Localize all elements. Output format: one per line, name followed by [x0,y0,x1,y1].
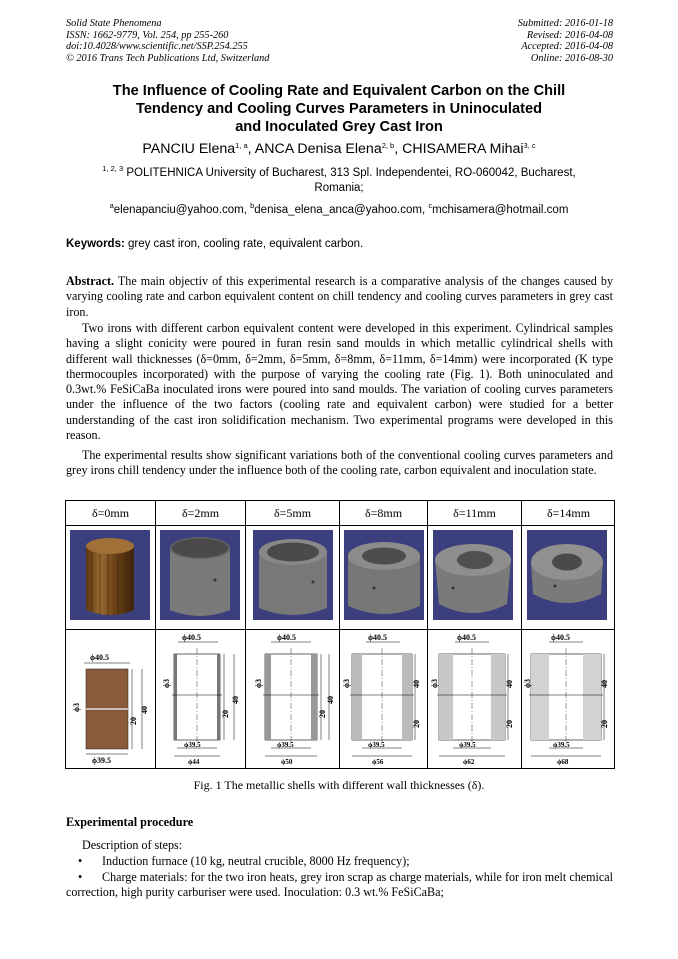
dim-outer: ϕ44 [188,758,200,766]
dim-side: ϕ3 [342,679,351,688]
abstract-text-1: The main objectiv of this experimental research is a comparative analysis of the changes caused by varying cooling rate and carbon equivalent content on chill tendency and cooling curves parameters in grey cast iron. [66,274,613,319]
dim-top: ϕ40.5 [551,633,570,642]
figure-caption: Fig. 1 The metallic shells with different wall thicknesses (δ). [193,778,485,792]
bullet-text: Induction furnace (10 kg, neutral crucible, 8000 Hz frequency); [102,854,410,868]
paper-title [62,82,616,136]
author-list: PANCIU Elena$^{1, a}$, ANCA Denisa Elena$^{2, b}$, CHISAMERA Mihai$^{3, c}$ [142,141,536,157]
dim-top: ϕ40.5 [457,633,476,642]
date-revised: Revised: 2016-04-08 [526,29,613,41]
figure-1-table [65,500,615,769]
title-line-1: The Influence of Cooling Rate and Equivalent Carbon on the Chill [112,83,566,99]
email-1[interactable]: elenapanciu@yahoo.com, [113,204,251,216]
affiliation-line-2: Romania; [314,182,364,194]
dim-outer: ϕ68 [557,758,569,766]
column-header-14mm: δ=14mm [546,506,591,520]
shell-render-14mm [527,530,607,620]
dim-side: ϕ3 [430,679,439,688]
affiliation-sup: 1, 2, 3 [102,164,124,173]
shell-render-8mm [344,530,424,620]
section-intro: Description of steps: [82,838,183,852]
bullet-mark: • [78,854,83,868]
table-row-divider [66,629,614,630]
author-1: PANCIU Elena [142,141,236,157]
email-2[interactable]: denisa_elena_anca@yahoo.com, [254,204,429,216]
date-accepted: Accepted: 2016-04-08 [521,41,613,52]
journal-issn: ISSN: 1662-9779, Vol. 254, pp 255-260 [66,29,229,41]
table-col-divider [245,501,246,768]
dim-outer: ϕ62 [463,758,475,766]
table-col-divider [521,501,522,768]
author-3: CHISAMERA Mihai [402,141,524,157]
shell-drawing-2mm [160,632,240,766]
title-line-3: and Inoculated Grey Cast Iron [235,119,443,135]
dim-outer: ϕ56 [372,758,384,766]
dim-h2: 40 [505,680,514,688]
dim-h2: 40 [600,680,609,688]
journal-name: Solid State Phenomena [66,18,162,29]
shell-render-0mm [70,530,150,620]
column-header-0mm: δ=0mm [91,506,130,520]
keywords-label: Keywords: [66,238,125,250]
dim-h1: 20 [505,720,514,728]
keywords [66,238,363,250]
dates-info [518,18,613,64]
table-col-divider [155,501,156,768]
email-sup-a: a [109,201,114,210]
dim-bottom: ϕ39.5 [553,741,570,749]
shell-drawing-14mm [523,632,609,766]
column-header-2mm: δ=2mm [181,506,220,520]
abstract-paragraph-2: Two irons with different carbon equivalent content were developed in this experiment. Cylindrical samples having a slight conicity were poured in furan resin sand moulds in which metallic cylindrical shells with different wall thicknesses (δ=0mm, δ=2mm, δ=5mm, δ=8mm, δ=11mm, δ=14mm) were incorporated (K type thermocouples incorporated) with the purpose of varying the cooling rate (Fig. 1). Both uninoculated and 0.3wt.% FeSiCaBa inoculated irons were poured into sand moulds. The variation of cooling curves parameters under the influence of the two factors (cooling rate and equivalent carbon) were studied for a better understanding of the cast iron solidification mechanism. Two experimental programs were developed in this reason. [66,321,613,443]
dim-bottom: ϕ39.5 [277,741,294,749]
shell-render-2mm [160,530,240,620]
abstract-paragraph-1 [66,274,613,320]
dim-side: ϕ3 [523,679,532,688]
bullet-item-2 [66,870,613,901]
author-3-sup: 3, c [523,141,536,150]
dim-bottom: ϕ39.5 [184,741,201,749]
dim-top: ϕ40.5 [182,633,201,642]
affiliation-line-1: POLITEHNICA University of Bucharest, 313 Spl. Independentei, RO-060042, Bucharest, [126,167,576,179]
dim-h2: 40 [326,696,335,704]
dim-outer: ϕ50 [281,758,293,766]
dim-h1: 20 [221,710,230,718]
abstract-paragraph-3: The experimental results show significant variations both of the conventional cooling curves parameters and grey irons chill tendency under the influence both of the cooling rate, carbon equivalent and inoculation state. [66,448,613,478]
dim-h1: 20 [600,720,609,728]
section-heading: Experimental procedure [66,815,194,829]
shell-drawing-5mm [253,632,333,766]
dim-side: ϕ3 [162,679,171,688]
journal-doi: doi:10.4028/www.scientific.net/SSP.254.255 [66,41,248,52]
shell-render-5mm [253,530,333,620]
date-submitted: Submitted: 2016-01-18 [517,18,613,29]
dim-side: ϕ3 [72,703,81,712]
table-col-divider [427,501,428,768]
abstract-label: Abstract. [66,274,115,288]
shell-drawing-0mm [70,632,150,766]
dim-h2: 40 [231,696,240,704]
column-header-11mm: δ=11mm [453,506,496,520]
email-sup-c: c [428,201,433,210]
shell-drawing-8mm [344,632,424,766]
dim-h1: 20 [318,710,327,718]
author-2-sup: 2, b [381,141,395,150]
date-online: Online: 2016-08-30 [530,52,613,64]
column-header-5mm: δ=5mm [273,506,312,520]
journal-info [66,18,269,64]
dim-top: ϕ40.5 [277,633,296,642]
shell-drawing-11mm [430,632,514,766]
dim-bottom: ϕ39.5 [368,741,385,749]
email-list [62,203,616,217]
title-line-2: Tendency and Cooling Curves Parameters in Uninoculated [135,101,542,117]
author-2: ANCA Denisa Elena [254,141,382,157]
column-header-8mm: δ=8mm [364,506,403,520]
email-3[interactable]: mchisamera@hotmail.com [432,204,569,216]
dim-h1: 20 [412,720,421,728]
bullet-item-1 [66,854,613,869]
shell-render-11mm [433,530,513,620]
keywords-text: grey cast iron, cooling rate, equivalent carbon. [124,238,364,250]
dim-h2: 40 [412,680,421,688]
dim-h2: 40 [140,706,149,714]
affiliation [62,166,616,196]
dim-bottom: ϕ39.5 [92,756,111,765]
dim-top: ϕ40.5 [90,653,109,662]
bullet-mark: • [78,870,83,884]
bullet-text: Charge materials: for the two iron heats, grey iron scrap as charge materials, while for iron melt chemical correction, high purity carburiser were used. Inoculation: 0.3 wt.% FeSiCaBa; [66,870,613,900]
dim-bottom: ϕ39.5 [459,741,476,749]
dim-top: ϕ40.5 [368,633,387,642]
email-sup-b: b [250,201,255,210]
journal-copyright: © 2016 Trans Tech Publications Ltd, Switzerland [66,52,270,64]
author-1-sup: 1, a [235,141,248,150]
table-col-divider [339,501,340,768]
table-row-divider [66,525,614,526]
dim-h1: 20 [129,717,138,725]
dim-side: ϕ3 [254,679,263,688]
